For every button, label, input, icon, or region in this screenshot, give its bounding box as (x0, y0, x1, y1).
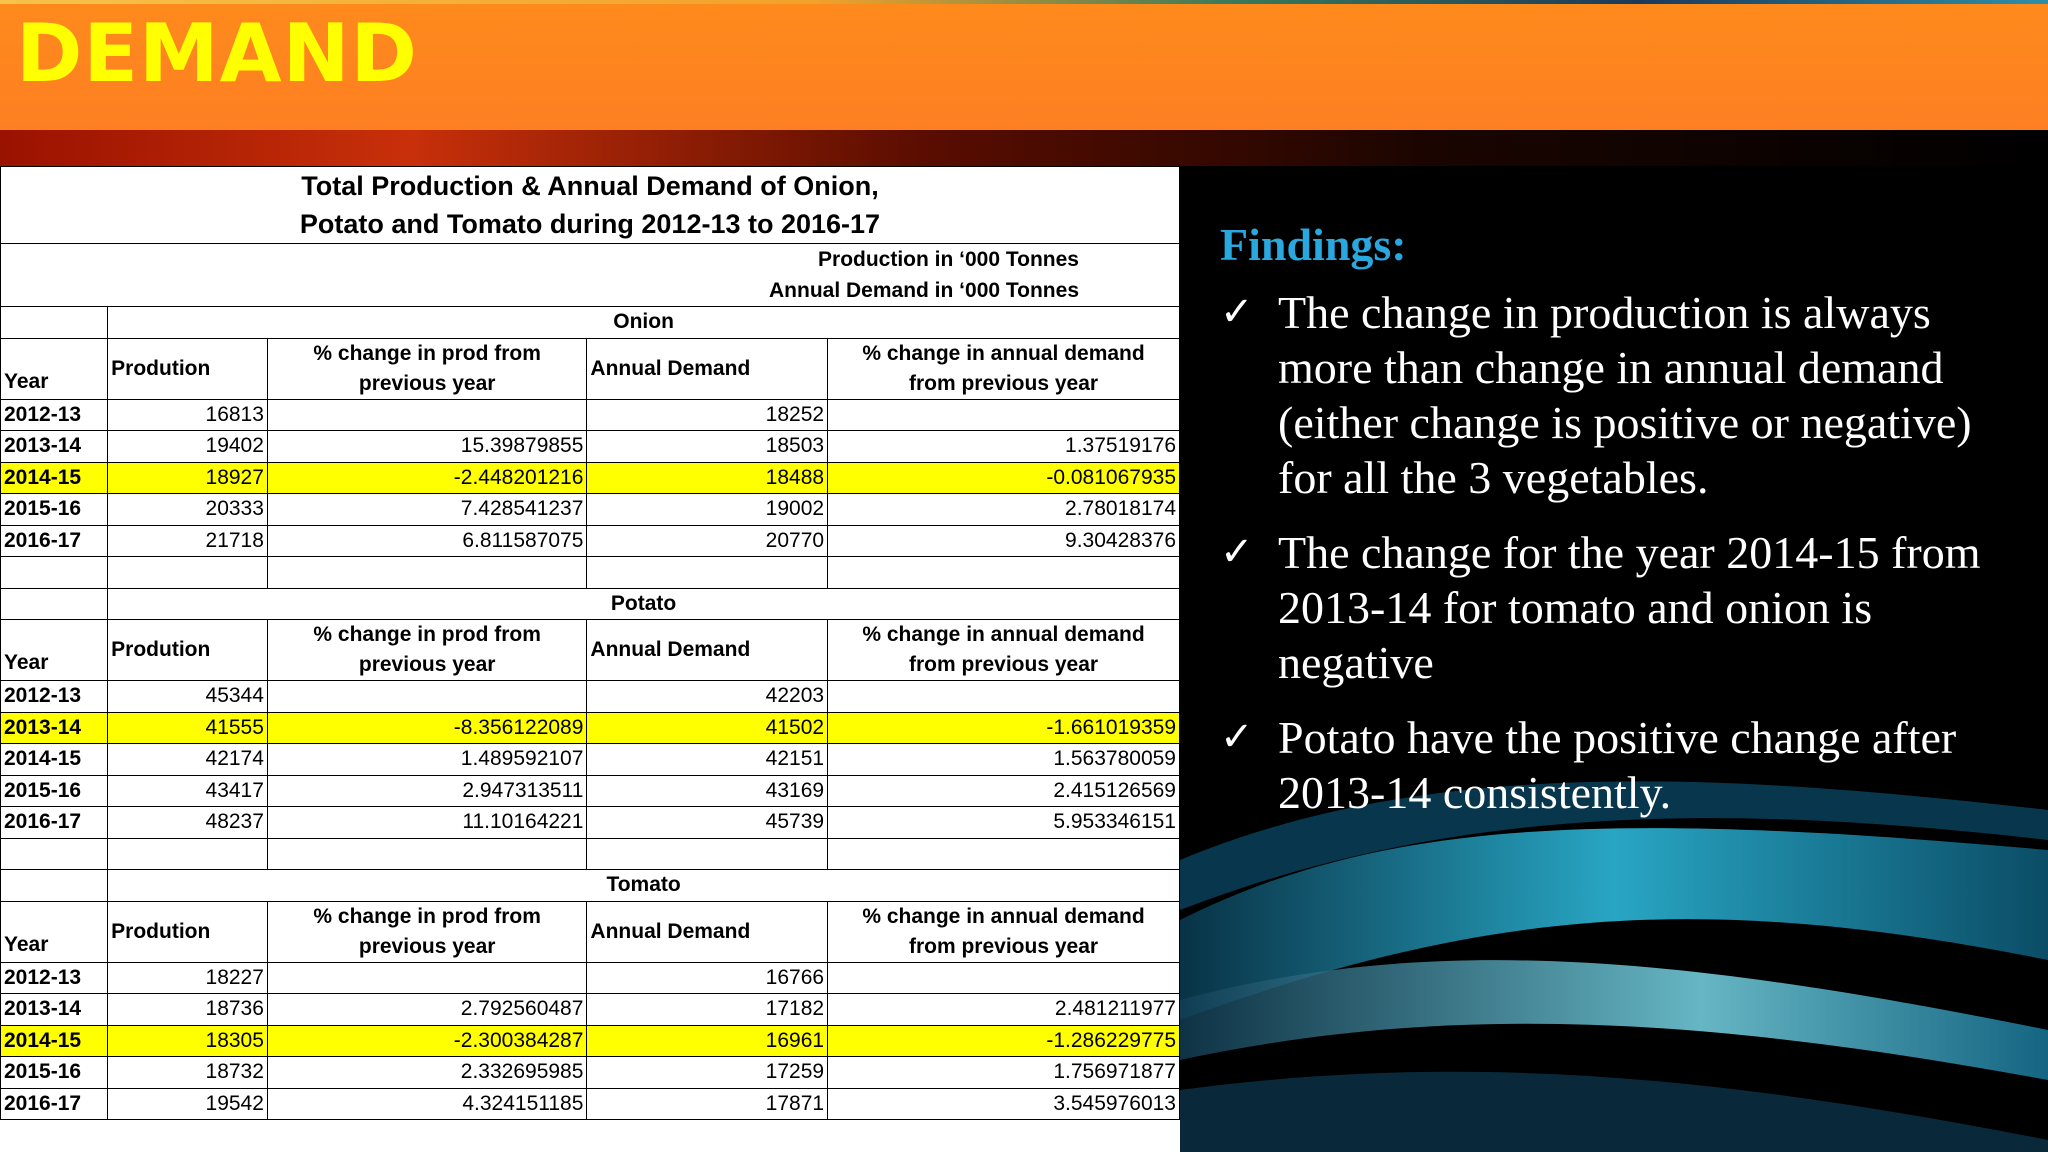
table-row (1, 775, 1180, 807)
cell-year: 2012-13 (1, 962, 108, 994)
cell-pct-prod: 11.10164221 (267, 807, 587, 839)
empty-cell (1, 307, 108, 339)
header-pct-prod (267, 901, 587, 962)
spacer-row (1, 557, 1180, 589)
cell-year: 2016-17 (1, 525, 108, 557)
cell-demand: 42203 (587, 681, 828, 713)
empty-cell (1, 870, 108, 902)
cell-year: 2012-13 (1, 399, 108, 431)
cell-pct-prod: 6.811587075 (267, 525, 587, 557)
cell-production: 21718 (108, 525, 268, 557)
cell-pct-prod (267, 681, 587, 713)
header-production-text: Prodution (111, 919, 211, 943)
cell-pct-demand: -1.286229775 (828, 1025, 1180, 1057)
cell-demand: 43169 (587, 775, 828, 807)
header-pct-prod-text: % change in prod from (313, 904, 541, 928)
cell-production: 18736 (108, 994, 268, 1026)
header-pct-prod (267, 338, 587, 399)
cell-production: 20333 (108, 494, 268, 526)
header-production (108, 338, 268, 399)
cell-pct-demand (828, 399, 1180, 431)
cell-demand: 18503 (587, 431, 828, 463)
cell-pct-demand: -1.661019359 (828, 712, 1180, 744)
table-row (1, 744, 1180, 776)
cell-pct-prod: 7.428541237 (267, 494, 587, 526)
header-demand (587, 620, 828, 681)
cell-pct-demand (828, 962, 1180, 994)
finding-item (1220, 710, 2020, 820)
cell-pct-demand: 2.78018174 (828, 494, 1180, 526)
title-bar (0, 4, 2048, 130)
cell-pct-demand: -0.081067935 (828, 462, 1180, 494)
cell-year: 2016-17 (1, 1088, 108, 1120)
empty-cell (1, 557, 108, 589)
cell-demand: 18252 (587, 399, 828, 431)
empty-cell (587, 557, 828, 589)
header-year (1, 620, 108, 681)
section-title: Potato (108, 588, 1180, 620)
empty-cell (587, 838, 828, 870)
cell-production: 18732 (108, 1057, 268, 1089)
units-note (1, 244, 1180, 307)
section-title-row (1, 307, 1180, 339)
header-pct-demand (828, 338, 1180, 399)
cell-year: 2012-13 (1, 681, 108, 713)
table-row (1, 462, 1180, 494)
header-production-text: Prodution (111, 638, 211, 661)
header-pct-demand-text: % change in annual demand (862, 341, 1145, 365)
cell-year: 2014-15 (1, 1025, 108, 1057)
header-pct-prod-text: previous year (358, 934, 496, 958)
cell-year: 2013-14 (1, 994, 108, 1026)
cell-year: 2013-14 (1, 712, 108, 744)
header-pct-prod-text: % change in prod from (313, 341, 541, 365)
empty-cell (267, 557, 587, 589)
cell-pct-demand: 5.953346151 (828, 807, 1180, 839)
cell-demand: 42151 (587, 744, 828, 776)
header-production (108, 620, 268, 681)
cell-pct-demand: 3.545976013 (828, 1088, 1180, 1120)
check-mark-icon: ✓ (1220, 714, 1254, 760)
cell-production: 16813 (108, 399, 268, 431)
cell-demand: 41502 (587, 712, 828, 744)
cell-demand: 45739 (587, 807, 828, 839)
cell-pct-prod: -8.356122089 (267, 712, 587, 744)
check-mark-icon: ✓ (1220, 529, 1254, 575)
cell-demand: 17871 (587, 1088, 828, 1120)
header-pct-prod-text: previous year (358, 653, 496, 676)
section-title: Tomato (108, 870, 1180, 902)
cell-production: 43417 (108, 775, 268, 807)
cell-production: 18305 (108, 1025, 268, 1057)
header-pct-demand-text: % change in annual demand (862, 904, 1145, 928)
empty-cell (1, 838, 108, 870)
units-demand: Annual Demand in ‘000 Tonnes (769, 279, 1079, 302)
cell-year: 2013-14 (1, 431, 108, 463)
cell-production: 41555 (108, 712, 268, 744)
cell-pct-prod: 4.324151185 (267, 1088, 587, 1120)
cell-demand: 20770 (587, 525, 828, 557)
production-demand-table (0, 166, 1180, 1120)
cell-demand: 17259 (587, 1057, 828, 1089)
cell-pct-demand: 2.481211977 (828, 994, 1180, 1026)
header-pct-prod-text: % change in prod from (313, 623, 541, 646)
table-row (1, 431, 1180, 463)
header-demand-text: Annual Demand (590, 638, 751, 661)
header-pct-demand (828, 620, 1180, 681)
column-header-row (1, 338, 1180, 399)
header-year-text: Year (4, 932, 49, 956)
cell-demand: 17182 (587, 994, 828, 1026)
header-pct-demand-text: from previous year (908, 934, 1099, 958)
cell-pct-demand: 1.563780059 (828, 744, 1180, 776)
spacer-row (1, 838, 1180, 870)
header-production-text: Prodution (111, 356, 211, 380)
finding-text: The change for the year 2014-15 from 2013-14 for tomato and onion is negative (1278, 527, 1981, 688)
cell-year: 2014-15 (1, 744, 108, 776)
cell-production: 19402 (108, 431, 268, 463)
finding-text: The change in production is always more than change in annual demand (either change is positive or negative) for all the 3 vegetables. (1278, 287, 1972, 503)
cell-production: 42174 (108, 744, 268, 776)
cell-pct-prod (267, 962, 587, 994)
table-title-line1: Total Production & Annual Demand of Onion, (301, 171, 879, 201)
cell-production: 18927 (108, 462, 268, 494)
data-table-sheet (0, 166, 1180, 1152)
table-row (1, 525, 1180, 557)
units-production: Production in ‘000 Tonnes (818, 248, 1079, 271)
empty-cell (828, 557, 1180, 589)
table-row (1, 681, 1180, 713)
finding-text: Potato have the positive change after 2013-14 consistently. (1278, 712, 1957, 818)
empty-cell (108, 838, 268, 870)
header-demand-text: Annual Demand (590, 919, 751, 943)
cell-year: 2015-16 (1, 1057, 108, 1089)
header-year-text: Year (4, 651, 49, 674)
cell-demand: 19002 (587, 494, 828, 526)
decorative-band (0, 130, 2048, 166)
header-pct-demand-text: % change in annual demand (862, 623, 1145, 646)
table-row (1, 399, 1180, 431)
header-year (1, 338, 108, 399)
cell-pct-demand: 9.30428376 (828, 525, 1180, 557)
empty-cell (108, 557, 268, 589)
table-title (1, 167, 1180, 244)
header-year (1, 901, 108, 962)
table-row (1, 1025, 1180, 1057)
cell-demand: 18488 (587, 462, 828, 494)
empty-cell (1, 588, 108, 620)
finding-item (1220, 525, 2020, 690)
cell-production: 18227 (108, 962, 268, 994)
cell-pct-prod: 2.792560487 (267, 994, 587, 1026)
findings-title: Findings: (1220, 219, 1407, 270)
cell-pct-prod: 1.489592107 (267, 744, 587, 776)
empty-cell (828, 838, 1180, 870)
cell-year: 2014-15 (1, 462, 108, 494)
header-demand (587, 901, 828, 962)
section-title: Onion (108, 307, 1180, 339)
header-production (108, 901, 268, 962)
cell-demand: 16961 (587, 1025, 828, 1057)
cell-pct-demand: 1.756971877 (828, 1057, 1180, 1089)
section-title-row (1, 588, 1180, 620)
cell-pct-prod: -2.448201216 (267, 462, 587, 494)
header-year-text: Year (4, 369, 49, 393)
cell-pct-prod: 2.947313511 (267, 775, 587, 807)
table-row (1, 807, 1180, 839)
header-demand (587, 338, 828, 399)
header-demand-text: Annual Demand (590, 356, 751, 380)
cell-pct-prod: 2.332695985 (267, 1057, 587, 1089)
cell-production: 45344 (108, 681, 268, 713)
cell-pct-prod: -2.300384287 (267, 1025, 587, 1057)
slide-title: DEMAND (16, 7, 418, 100)
cell-demand: 16766 (587, 962, 828, 994)
table-row (1, 994, 1180, 1026)
cell-pct-prod (267, 399, 587, 431)
header-pct-prod (267, 620, 587, 681)
cell-pct-prod: 15.39879855 (267, 431, 587, 463)
table-row (1, 494, 1180, 526)
header-pct-demand (828, 901, 1180, 962)
table-row (1, 1057, 1180, 1089)
header-pct-demand-text: from previous year (908, 371, 1099, 395)
findings-panel (1220, 218, 2020, 840)
cell-production: 48237 (108, 807, 268, 839)
header-pct-demand-text: from previous year (908, 653, 1099, 676)
empty-cell (267, 838, 587, 870)
section-title-row (1, 870, 1180, 902)
cell-pct-demand (828, 681, 1180, 713)
cell-year: 2015-16 (1, 494, 108, 526)
table-row (1, 712, 1180, 744)
column-header-row (1, 620, 1180, 681)
header-pct-prod-text: previous year (358, 371, 496, 395)
cell-year: 2016-17 (1, 807, 108, 839)
table-row (1, 962, 1180, 994)
findings-list (1220, 285, 2020, 820)
check-mark-icon: ✓ (1220, 289, 1254, 335)
cell-pct-demand: 2.415126569 (828, 775, 1180, 807)
cell-year: 2015-16 (1, 775, 108, 807)
column-header-row (1, 901, 1180, 962)
table-row (1, 1088, 1180, 1120)
cell-pct-demand: 1.37519176 (828, 431, 1180, 463)
cell-production: 19542 (108, 1088, 268, 1120)
table-title-line2: Potato and Tomato during 2012-13 to 2016-17 (299, 209, 881, 239)
finding-item (1220, 285, 2020, 505)
